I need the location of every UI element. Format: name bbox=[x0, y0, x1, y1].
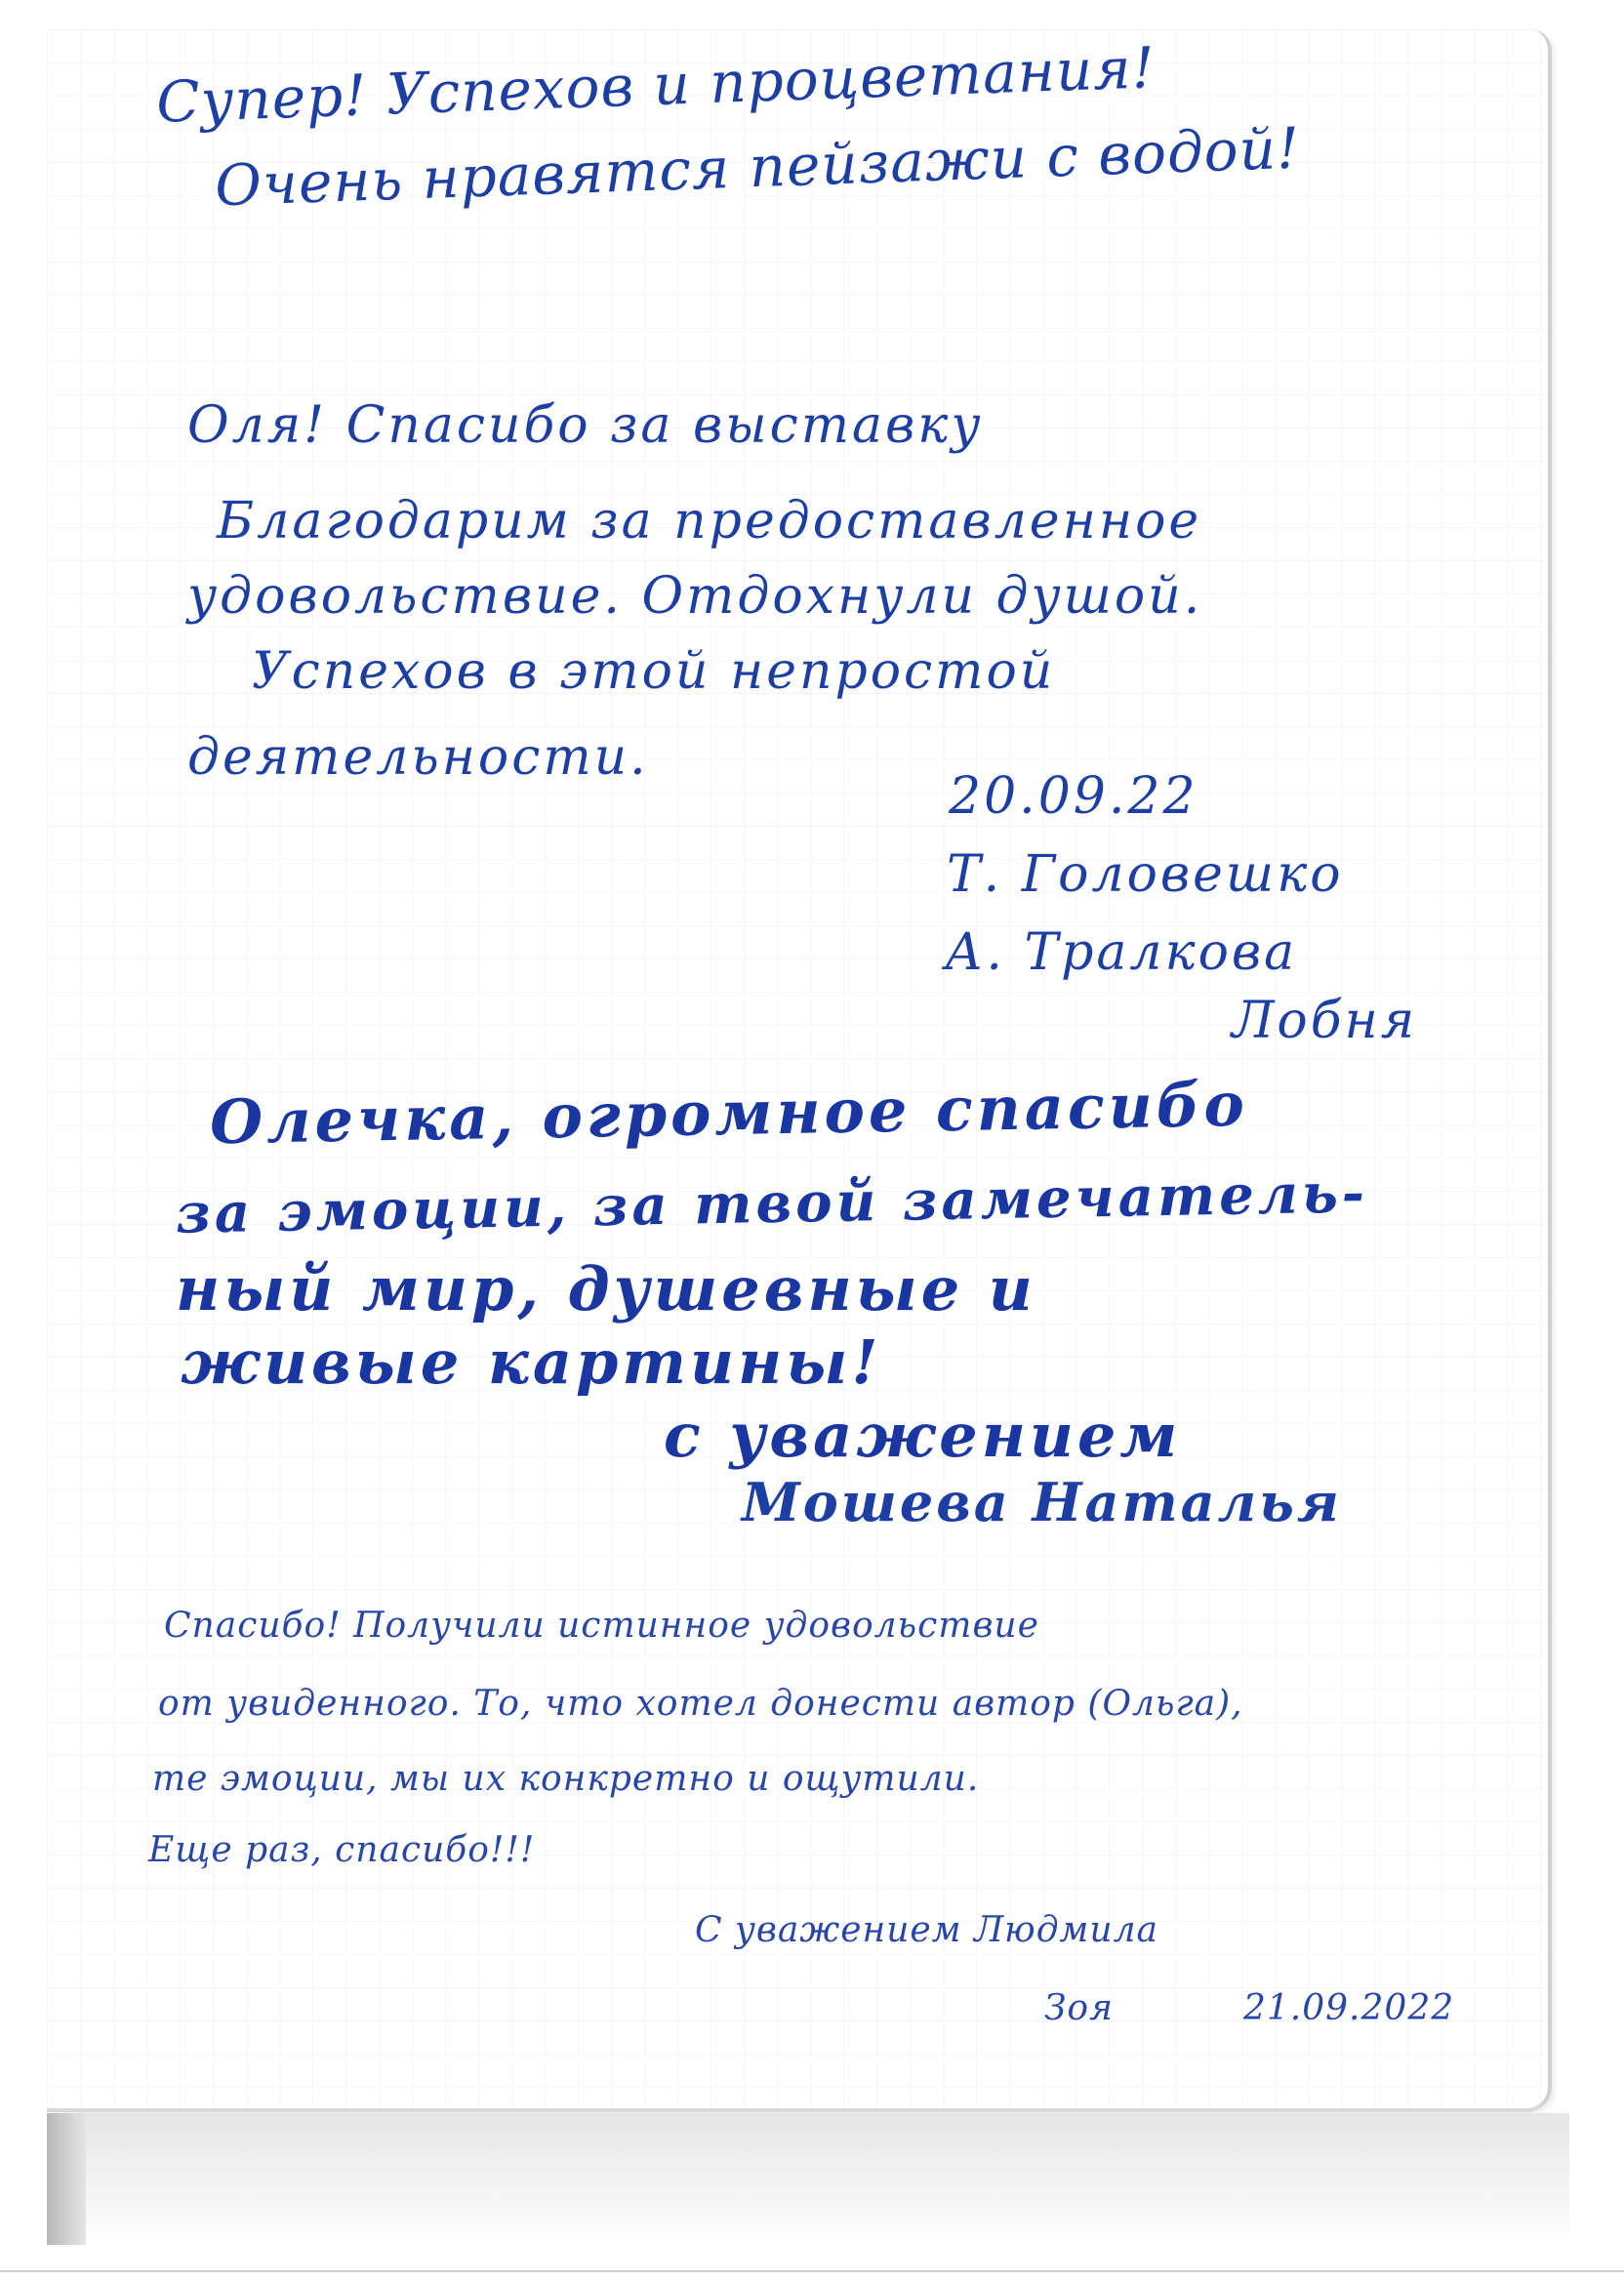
note4-line1: Спасибо! Получили истинное удовольствие bbox=[164, 1606, 1039, 1646]
note4-line2: от увиденного. То, что хотел донести автор (Ольга), bbox=[158, 1684, 1243, 1724]
note1-line2: Очень нравятся пейзажи с водой! bbox=[214, 114, 1302, 220]
note2-date: 20.09.22 bbox=[949, 767, 1198, 826]
note2-signature-1: Т. Головешко bbox=[947, 845, 1344, 904]
scan-shadow-edge bbox=[47, 2113, 86, 2245]
note2-signature-2: А. Тралкова bbox=[945, 923, 1298, 982]
note1-line1: Супер! Успехов и процветания! bbox=[155, 34, 1157, 136]
note2-line4: Успехов в этой непростой bbox=[252, 642, 1056, 701]
note3-line3: ный мир, душевные и bbox=[176, 1253, 1036, 1325]
note4-line4: Еще раз, спасибо!!! bbox=[148, 1830, 536, 1870]
scan-shadow bbox=[47, 2113, 1569, 2250]
note4-name: Зоя bbox=[1044, 1988, 1114, 2028]
note3-closing: с уважением bbox=[664, 1400, 1182, 1471]
note4-date: 21.09.2022 bbox=[1243, 1988, 1455, 2028]
note3-line4: живые картины! bbox=[181, 1326, 882, 1398]
note2-line3: удовольствие. Отдохнули душой. bbox=[187, 567, 1203, 626]
note2-line2: Благодарим за предоставленное bbox=[217, 492, 1202, 550]
note2-line1: Оля! Спасибо за выставку bbox=[187, 396, 984, 455]
note3-line1: Олечка, огромное спасибо bbox=[209, 1068, 1249, 1159]
page-edge-line bbox=[0, 2270, 1624, 2272]
note4-line3: те эмоции, мы их конкретно и ощутили. bbox=[152, 1759, 980, 1799]
note4-closing: С уважением Людмила bbox=[695, 1910, 1158, 1950]
note3-line2: за эмоции, за твой замечатель- bbox=[175, 1161, 1369, 1246]
note2-signature-3: Лобня bbox=[1232, 992, 1418, 1050]
notebook-page bbox=[47, 29, 1552, 2112]
note2-line5: деятельности. bbox=[187, 728, 649, 787]
note3-signature: Мошева Наталья bbox=[742, 1471, 1342, 1533]
